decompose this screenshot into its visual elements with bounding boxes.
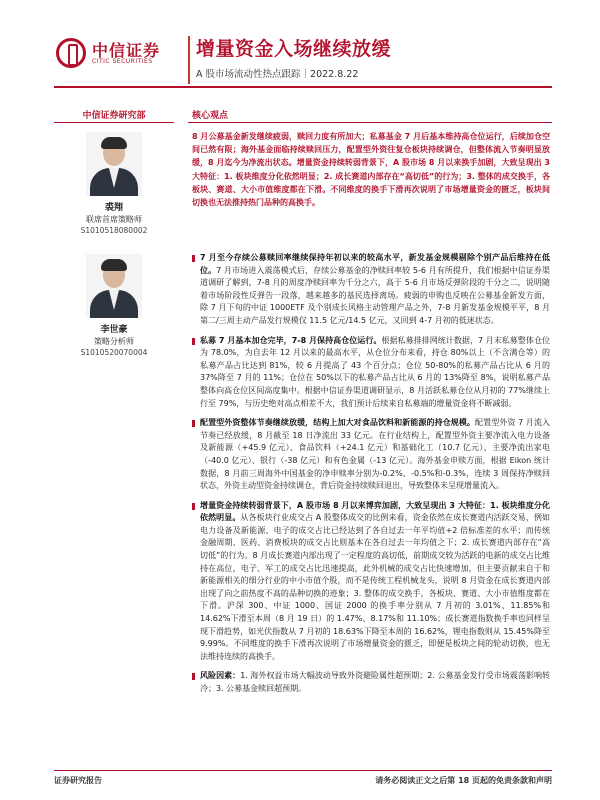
report-title: 增量资金入场继续放缓 [196,38,392,60]
citic-logo-icon [56,38,86,68]
bullet-lead: 增量资金持续转弱背景下，A 股市场 8 月以来博弈加剧，大致呈现出 3 大特征：1. 板块维度分化依然明显。 [200,500,550,523]
department-label: 中信证券研究部 [82,111,146,121]
bullet-lead: 风险因素： [200,671,241,681]
bullet-text: 配置型外资 7 月流入节奏已经放缓，8 月截至 18 日净流出 33 亿元。在行业结构上，配置型外资主要净流入电力设备及新能源（+45.9 亿元）、食品饮料（+24.1 亿元）和基础化工（10.7 亿元），主要净流出家电（-40.0 亿元）、银行（-38 亿元）和有色金属（-13 亿元）。海外基金申赎方面，根据 Eikon 统计数据，8 月前三周海外中国基金的净申赎率分别为-0.2%、-0.5%和-0.3%，连续 3 周保持净赎回状态，外资主动型资金持续调仓，背后资金持续赎回退出，导致整体未呈现增量流入。 [200,418,550,491]
analyst-role: 策略分析师 [94,337,134,346]
report-subtitle: A 股市场流动性热点跟踪｜2022.8.22 [196,69,359,80]
header-divider [188,36,190,84]
analyst-photo [86,132,142,196]
bullet-text: 7 月市场进入震荡模式后，存续公募基金的净赎回率较 5-6 月有所提升，我们根据中信证券渠道调研了解到，7-8 月的周度净赎回率为千分之六，高于 5-6 月市场反弹阶段的千分之二，说明随着市场阶段性反弹告一段落，越来越多的基民选择离场。疲弱的申购也反映在公募基金新发方面，除 7 月下旬的中证 1000ETF 及个别成长风格主动管理产品之外，7-8 月新发基金规模平平，8 月第二/三周主动产品发行规模仅 11.5 亿元/14.5 亿元，又回到 4-7 月初的低迷状态。 [200,265,551,325]
section-rule [188,122,552,123]
analyst-photo [86,254,142,318]
bullet-text: 1. 海外权益市场大幅波动导致外资避险属性超预期；2. 公募基金发行受市场震荡影响转冷；3. 公募基金赎回超预期。 [200,671,550,693]
bullet-lead: 私募 7 月基本加仓完毕，7-8 月保持高仓位运行。 [200,335,382,345]
analyst-card [54,132,174,235]
analyst-role: 联席首席策略师 [86,215,142,224]
logo-en-text: CITIC SECURITIES [92,58,153,65]
department-rule [54,122,174,123]
bullet-item [192,252,550,328]
bullet-item [192,335,550,411]
bullet-lead: 7 月至今存续公募赎回率继续保持年初以来的较高水平，新发基金规模剔除个别产品后维持在低位。 [200,253,550,275]
analyst-card [54,254,174,357]
footer-disclaimer: 请务必阅读正文之后第 18 页起的免责条款和声明 [375,776,552,785]
bullet-item [192,417,550,493]
citic-logo [56,36,186,72]
analyst-name: 李世豪 [100,325,128,335]
analyst-name: 裘翔 [104,203,123,213]
bullet-item [192,670,550,695]
bullet-text: 从各板块行业成交占 A 股整体成交的比例来看，资金依然在成长赛道内活跃交易，例如电力设备及新能源、电子的成交占比已经达到了各自过去一年平均值+2 倍标准差的水平；而传统金融周期、医药、消费板块的成交占比则基本在各自过去一年均值之下；2. 成长赛道内部存在“高切低”的行为。8 月成长赛道内部出现了一定程度的高切低，前期成交较为活跃的电新的成交占比维持在高位，电子、军工的成交占比迅速提高，此外机械的成交占比快速增加，但主要贡献来自于和新能源相关的细分行业的中小市值个股，而不是传统工程机械龙头，说明 8 月资金在成长赛道内部出现了向之前热度不高的品种切换的迹象；3. 整体的成交换手，各板块、赛道、大小市值维度都在下滑。沪深 300、中证 1000、国证 2000 的换手率分别从 7 月初的 3.01%、11.85%和 14.62%下滑至本周（8 月 19 日）的 1.47%、8.17%和 11.10%；成长赛道指数换手率也同样呈现下滑趋势，如光伏指数从 7 月初的 18.63%下降至本周的 16.62%，锂电指数则从 15.45%降至 9.99%。不同维度的换手下滑再次说明了市场增量资金的匮乏，即便是板块之间的轮动切换，也无法维持连续的高换手。 [200,513,550,661]
bullet-item [192,500,550,664]
footer-rule [54,770,552,771]
analyst-cert-number: S1010520070004 [80,348,148,357]
bullet-list [192,252,550,703]
bullet-lead: 配置型外资整体节奏继续放缓，结构上加大对食品饮料和新能源的持仓规模。 [200,418,476,428]
bullet-text: 根据私募排排网统计数据，7 月末私募整体仓位为 78.0%，为自去年 12 月以来的最高水平，从仓位分布来看，持仓 80%以上（不含满仓等）的私募产品占比达到 81%，较 6 月提高了 43 个百分点；仓位 50-80%的私募产品占比从 6 月的 37%降至 7 月的 11%；仓位在 50%以下的私募产品占比从 6 月的 13%降至 8%，说明私募产品整体向高仓位区间高度集中。根据中信证券渠道调研显示，8 月活跃私募仓位从月初的 77%继续上行至 79%，与历史绝对高点相差不大，我们预计后续来自私募端的增量资金将不断减弱。 [200,335,550,408]
analyst-cert-number: S1010518080002 [80,226,148,235]
logo-cn-text: 中信证券 [92,41,161,60]
section-title: 核心观点 [192,111,229,121]
footer-report-type: 证券研究报告 [54,776,102,785]
header-rule [54,86,552,88]
key-summary: 8 月公募基金新发继续疲弱，赎回力度有所加大；私募基金 7 月后基本维持高仓位运行，后续加仓空间已然有限；海外基金面临持续赎回压力，配置型外资往复仓板块持续调仓，但整体流入节奏明显放缓，8 月迄今为净流出状态。增量资金持续转弱背景下，A 股市场 8 月以来换手加剧，大致呈现出 3 大特征：1. 板块维度分化依然明显；2. 成长赛道内部存在“高切低”的行为；3. 整体的成交换手，各板块、赛道、大小市值维度都在下滑。不同维度的换手下滑再次说明了市场增量资金的匮乏，板块间切换也无法推持热门品种的高换手。 [192,132,550,208]
